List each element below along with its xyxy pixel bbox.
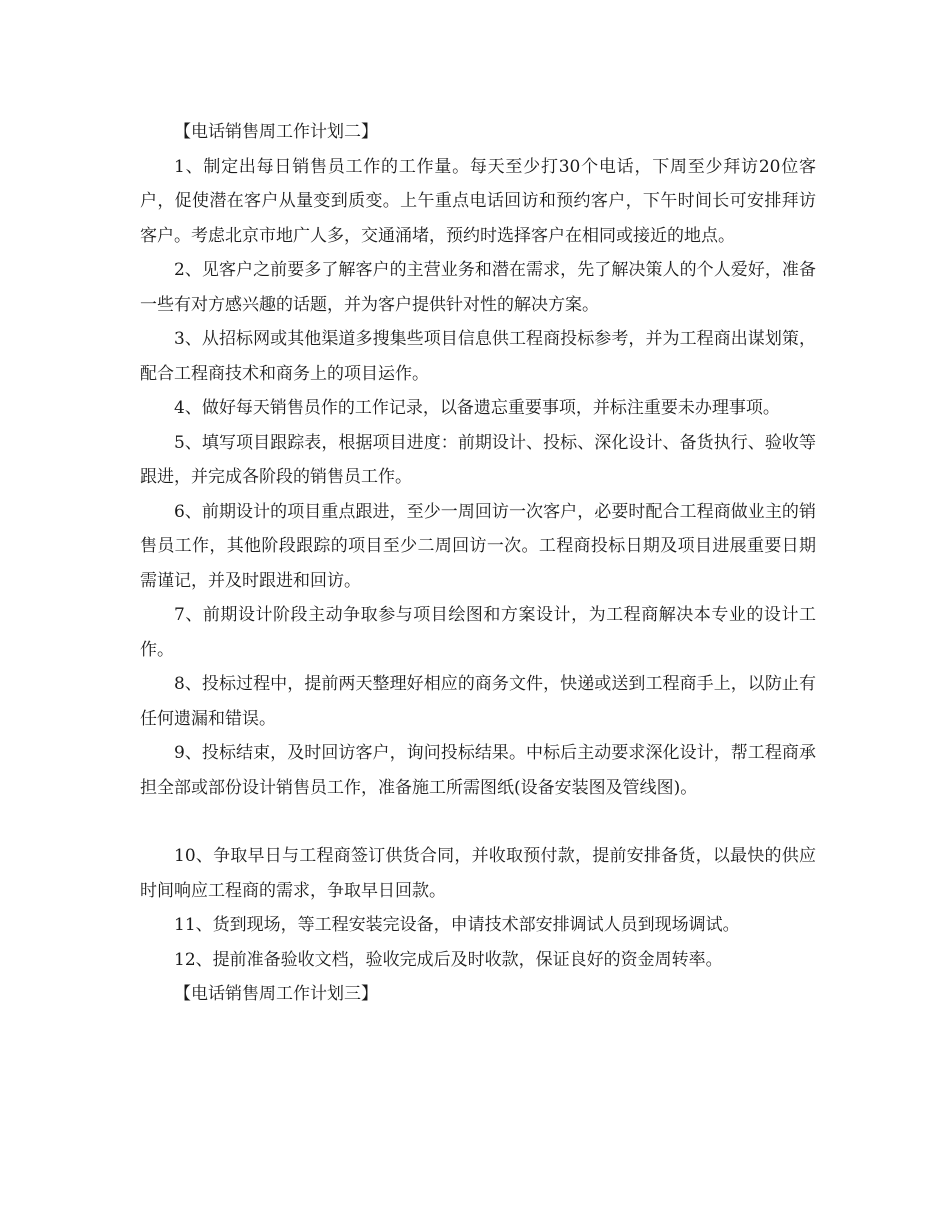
paragraph-item-11: 11、货到现场，等工程安装完设备，申请技术部安排调试人员到现场调试。 xyxy=(174,915,740,935)
paragraph-item-6: 6、前期设计的项目重点跟进，至少一周回访一次客户，必要时配合工程商做业主的销售员工作，其他阶段跟踪的项目至少二周回访一次。工程商投标日期及项目进展重要日期需谨记，并及时跟进和回访。 xyxy=(140,501,816,591)
paragraph-item-12: 12、提前准备验收文档，验收完成后及时收款，保证良好的资金周转率。 xyxy=(174,949,723,970)
document-body xyxy=(140,115,816,1012)
section-heading-plan-two: 【电话销售周工作计划二】 xyxy=(174,122,378,142)
paragraph-item-3: 3、从招标网或其他渠道多搜集些项目信息供工程商投标参考，并为工程商出谋划策，配合工程商技术和商务上的项目运作。 xyxy=(140,329,816,384)
paragraph-item-5: 5、填写项目跟踪表，根据项目进度：前期设计、投标、深化设计、备货执行、验收等跟进，并完成各阶段的销售员工作。 xyxy=(140,432,816,487)
paragraph-item-8: 8、投标过程中，提前两天整理好相应的商务文件，快递或送到工程商手上，以防止有任何遗漏和错误。 xyxy=(140,674,816,729)
paragraph-item-1: 1、制定出每日销售员工作的工作量。每天至少打30个电话，下周至少拜访20位客户，促使潜在客户从量变到质变。上午重点电话回访和预约客户，下午时间长可安排拜访客户。考虑北京市地广人多，交通涌堵，预约时选择客户在相同或接近的地点。 xyxy=(140,156,816,246)
section-heading-plan-three: 【电话销售周工作计划三】 xyxy=(174,984,378,1004)
paragraph-item-10: 10、争取早日与工程商签订供货合同，并收取预付款，提前安排备货，以最快的供应时间响应工程商的需求，争取早日回款。 xyxy=(140,846,816,901)
blank-line xyxy=(140,805,816,839)
paragraph-item-4: 4、做好每天销售员作的工作记录，以备遗忘重要事项，并标注重要未办理事项。 xyxy=(174,398,780,418)
paragraph-item-2: 2、见客户之前要多了解客户的主营业务和潜在需求，先了解决策人的个人爱好，准备一些有对方感兴趣的话题，并为客户提供针对性的解决方案。 xyxy=(140,260,816,315)
paragraph-item-9: 9、投标结束，及时回访客户，询问投标结果。中标后主动要求深化设计，帮工程商承担全部或部份设计销售员工作，准备施工所需图纸(设备安装图及管线图)。 xyxy=(140,743,816,798)
paragraph-item-7: 7、前期设计阶段主动争取参与项目绘图和方案设计，为工程商解决本专业的设计工作。 xyxy=(140,605,816,660)
